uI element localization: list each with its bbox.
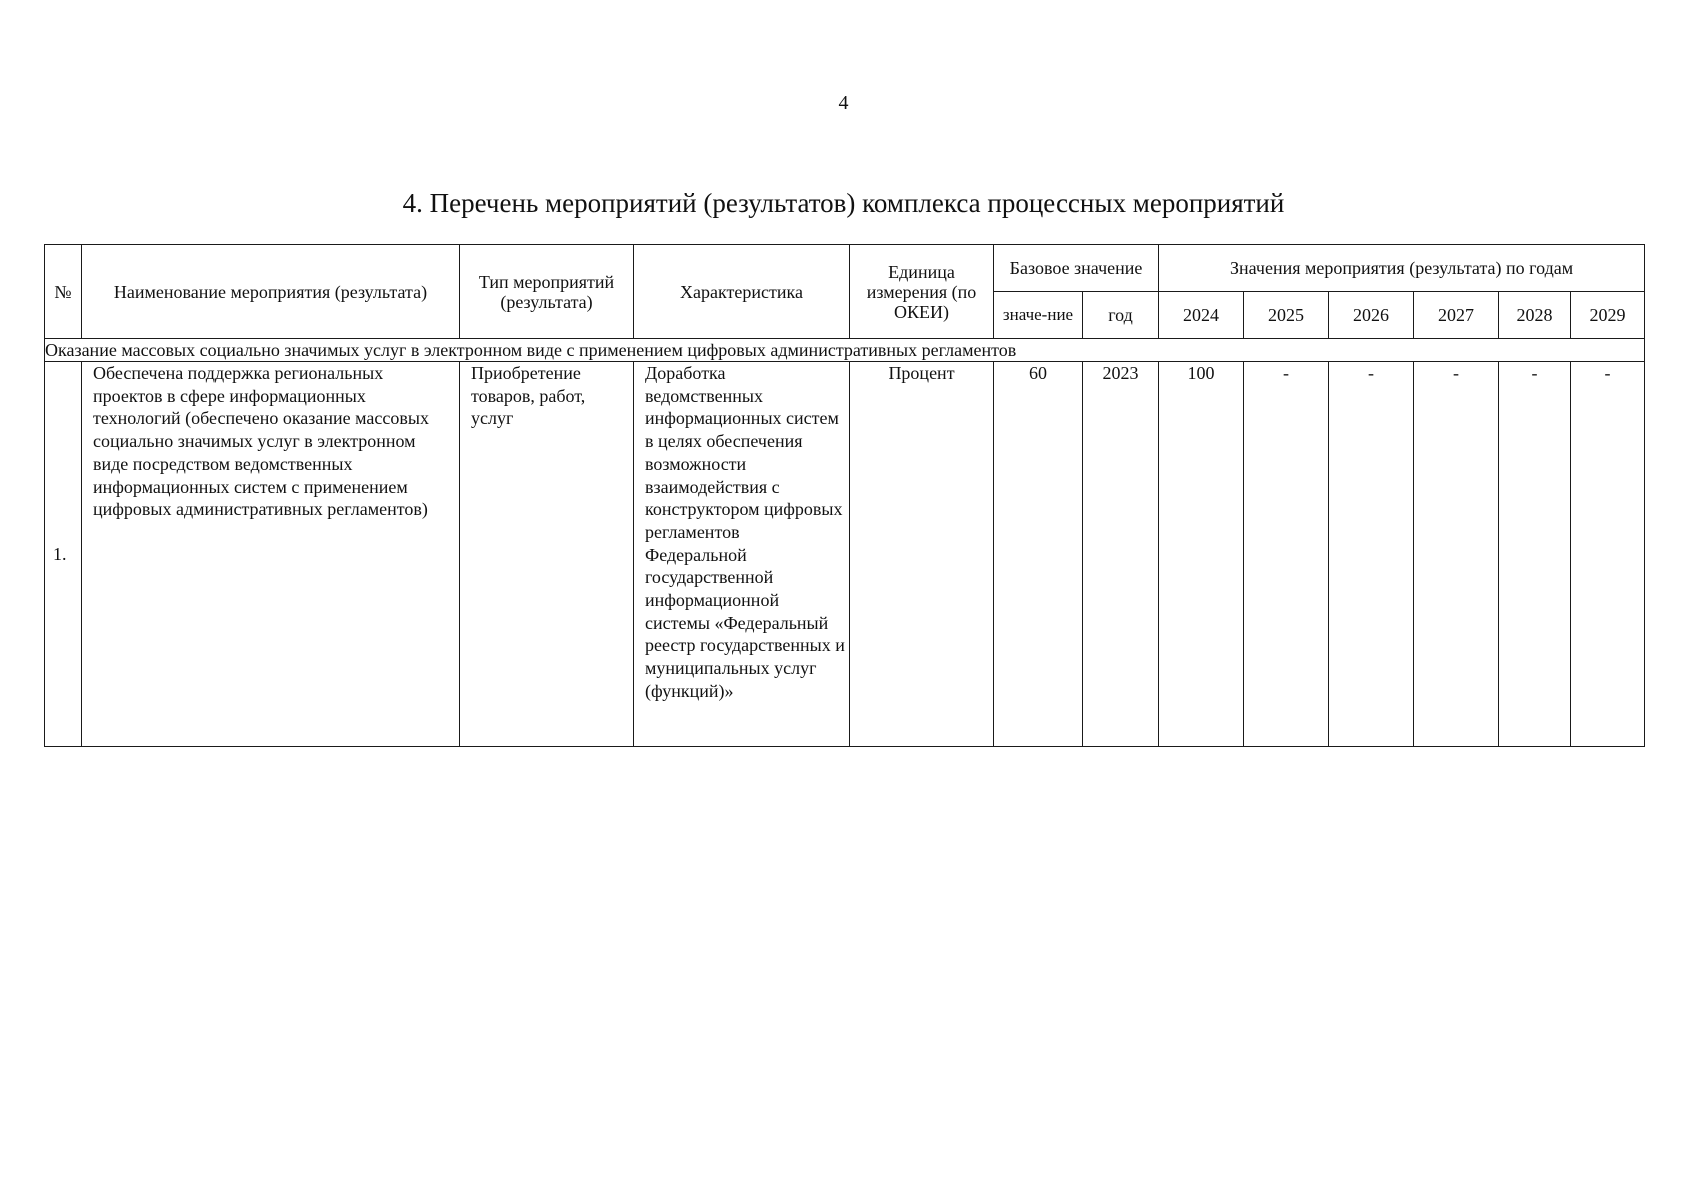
- row-value-2029: -: [1571, 362, 1645, 747]
- row-value-2025: -: [1244, 362, 1329, 747]
- row-value-2024: 100: [1159, 362, 1244, 747]
- table-row: [45, 362, 1645, 747]
- group-title: Оказание массовых социально значимых услуг в электронном виде с применением цифровых административных регламентов: [45, 339, 1645, 362]
- row-base-value: 60: [994, 362, 1083, 747]
- header-year-2025: 2025: [1244, 292, 1329, 339]
- header-year-2026: 2026: [1329, 292, 1414, 339]
- header-year-2029: 2029: [1571, 292, 1645, 339]
- header-year-2027: 2027: [1414, 292, 1499, 339]
- section-title: 4. Перечень мероприятий (результатов) комплекса процессных мероприятий: [402, 188, 1285, 218]
- row-base-year: 2023: [1083, 362, 1159, 747]
- page-number: 4: [838, 92, 849, 114]
- header-base-value: значе-ние: [994, 292, 1083, 339]
- header-year-2024: 2024: [1159, 292, 1244, 339]
- row-name: Обеспечена поддержка региональных проектов в сфере информационных технологий (обеспечено оказание массовых социально значимых услуг в электронном виде посредством ведомственных информационных систем с применением цифровых административных регламентов): [82, 362, 460, 747]
- header-base: Базовое значение: [994, 245, 1159, 292]
- header-values-by-year: Значения мероприятия (результата) по годам: [1159, 245, 1645, 292]
- header-characteristic: Характеристика: [634, 245, 850, 339]
- header-num: №: [45, 245, 82, 339]
- header-unit: Единица измерения (по ОКЕИ): [850, 245, 994, 339]
- row-value-2027: -: [1414, 362, 1499, 747]
- row-num: 1.: [45, 362, 82, 747]
- header-year-2028: 2028: [1499, 292, 1571, 339]
- row-type: Приобретение товаров, работ, услуг: [460, 362, 634, 747]
- row-characteristic: Доработка ведомственных информационных систем в целях обеспечения возможности взаимодействия с конструктором цифровых регламентов Федеральной государственной информационной системы «Федеральный реестр государственных и муниципальных услуг (функций)»: [634, 362, 850, 747]
- header-base-year: год: [1083, 292, 1159, 339]
- results-table: [44, 244, 1645, 747]
- header-name: Наименование мероприятия (результата): [82, 245, 460, 339]
- row-unit: Процент: [850, 362, 994, 747]
- header-type: Тип мероприятий (результата): [460, 245, 634, 339]
- row-value-2026: -: [1329, 362, 1414, 747]
- row-value-2028: -: [1499, 362, 1571, 747]
